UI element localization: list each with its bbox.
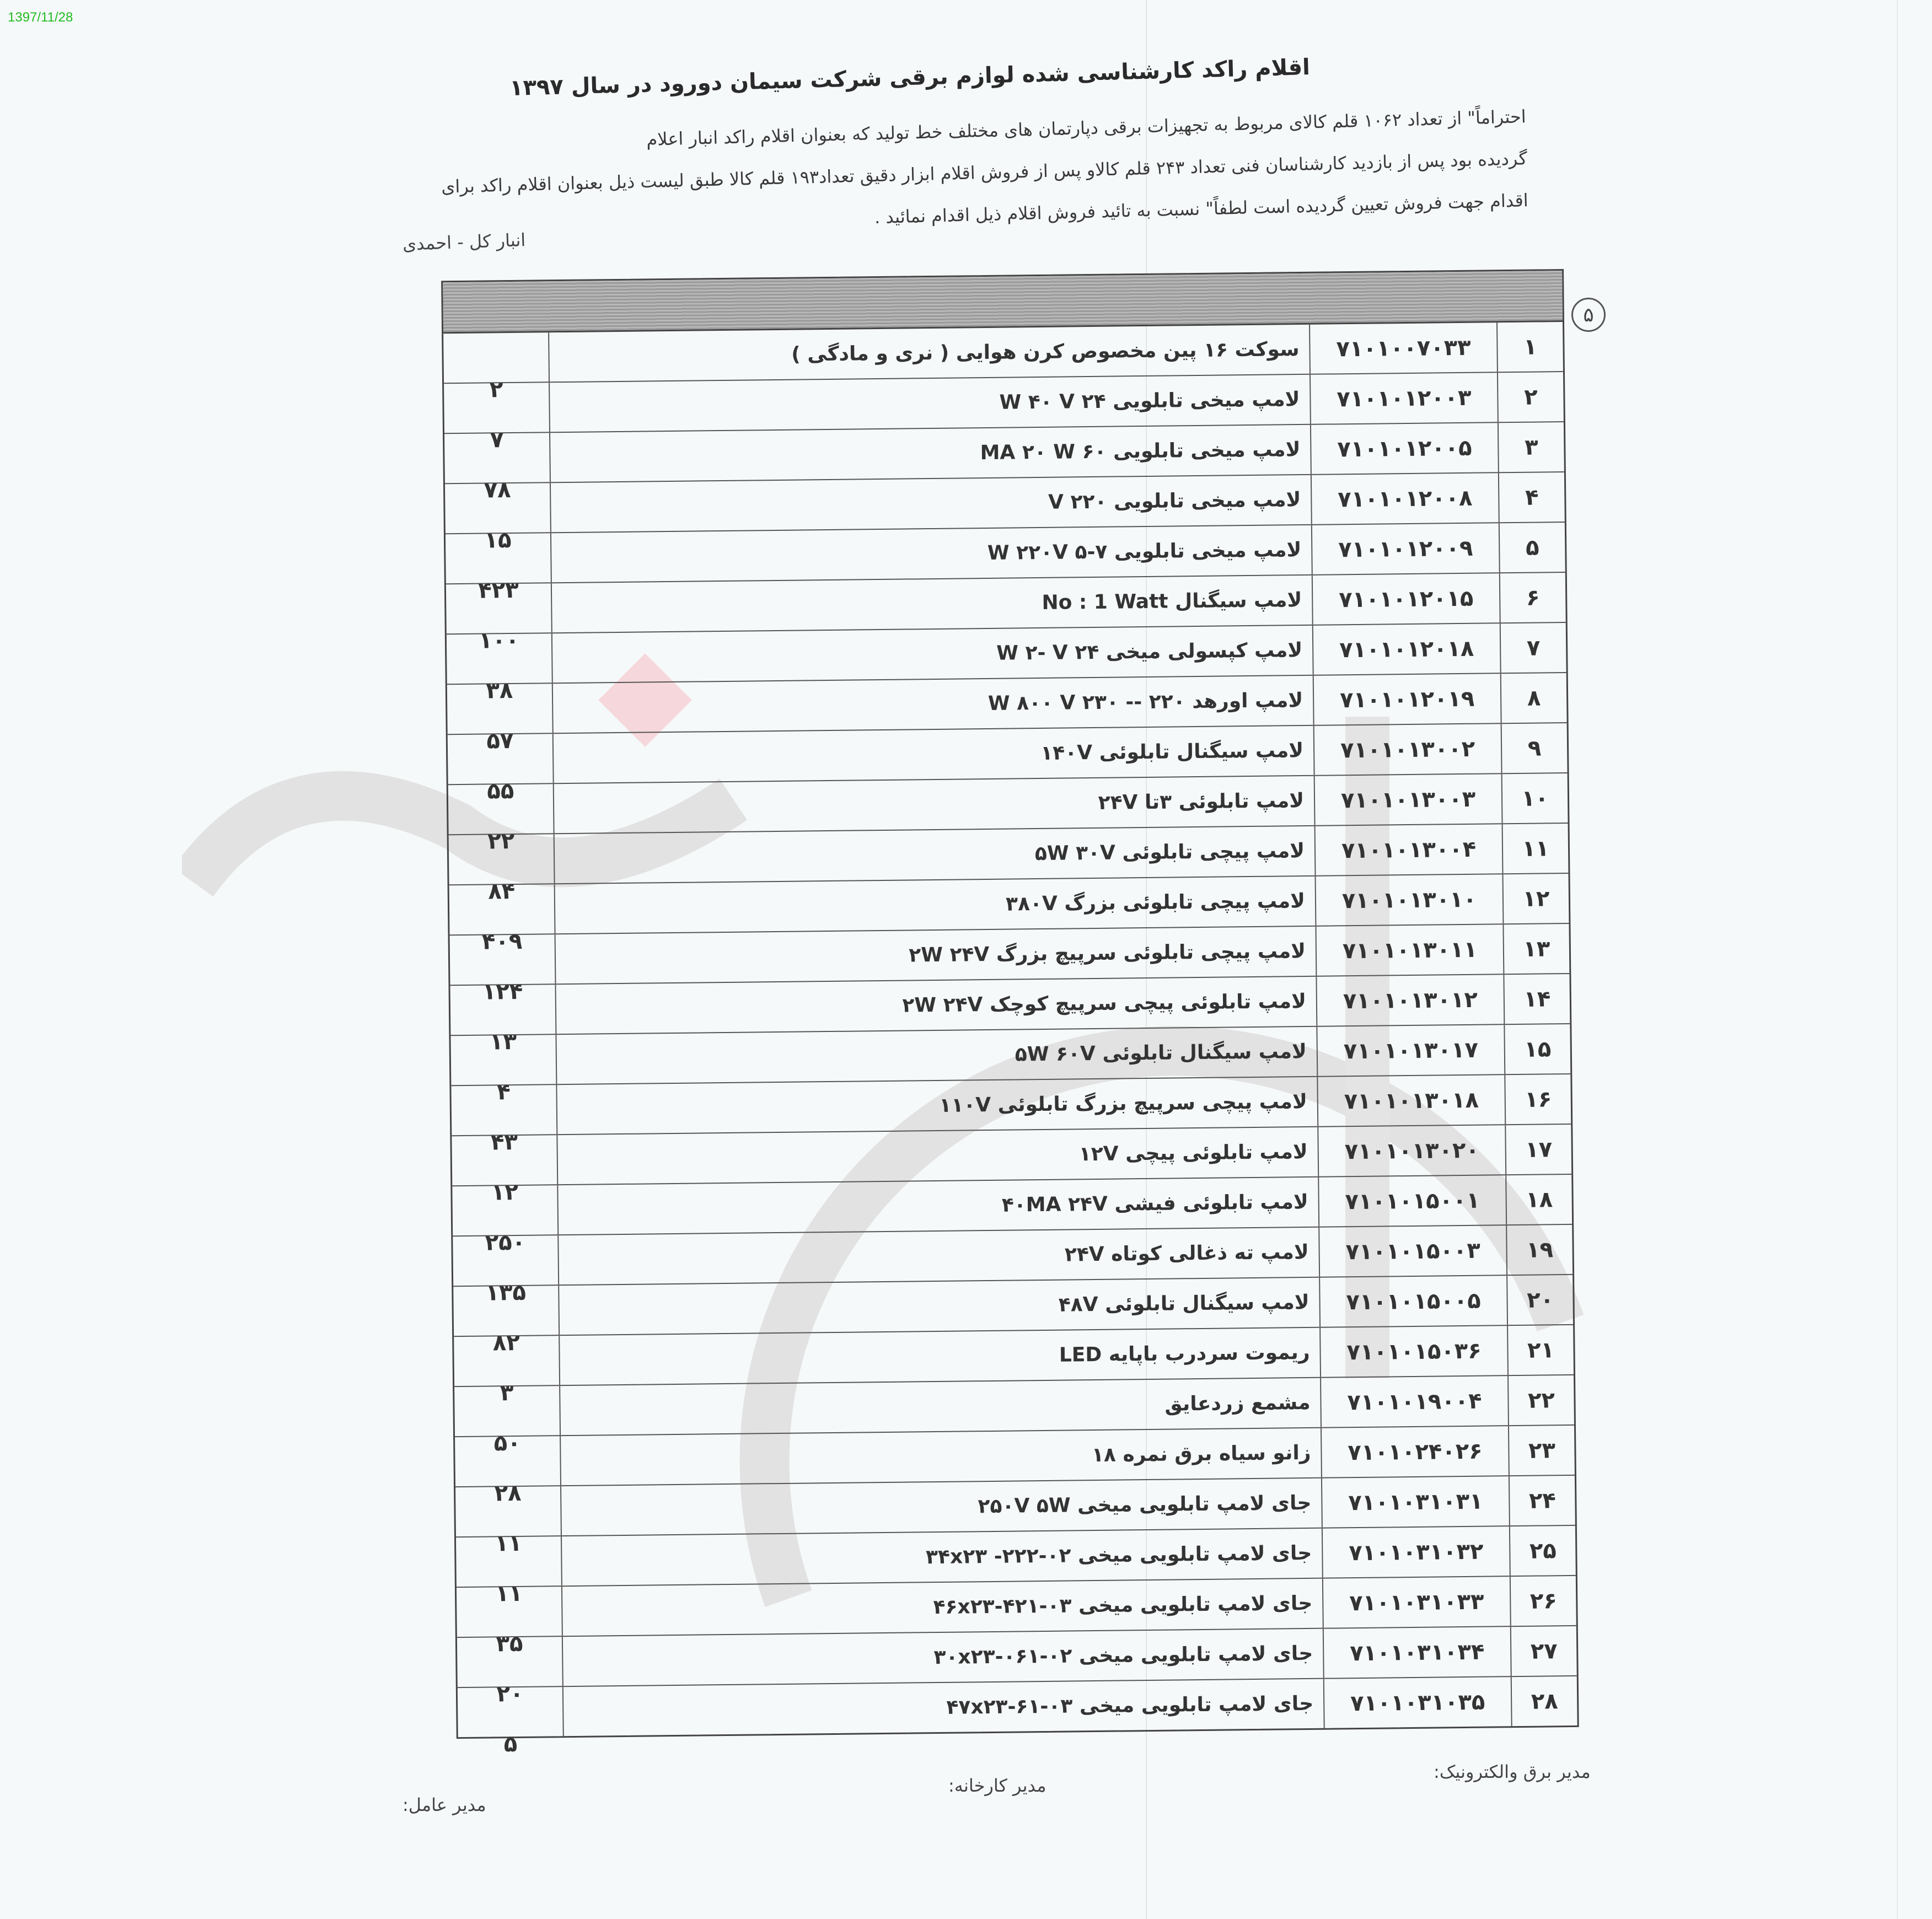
item-code: ۷۱۰۱۰۱۳۰۰۲ bbox=[1313, 724, 1501, 775]
item-description: لامپ تابلوئی پیچی سرپیچ کوچک ۲W ۲۴V bbox=[555, 977, 1316, 1034]
row-number: ۲۰ bbox=[1506, 1275, 1573, 1325]
row-number: ۲ bbox=[1497, 372, 1564, 422]
item-description: جای لامپ تابلویی میخی ۰۳-۴۲۱-۴۶x۲۳ bbox=[561, 1579, 1323, 1636]
item-code: ۷۱۰۱۰۳۱۰۳۳ bbox=[1322, 1577, 1510, 1628]
item-description: لامپ تابلوئی ۳تا ۲۴V bbox=[553, 776, 1314, 833]
item-description: لامپ اورهد ۲۲۰ -- ۲۳۰ W ۸۰۰ V bbox=[552, 676, 1313, 733]
item-description: لامپ پیچی تابلوئی ۵W ۳۰V bbox=[554, 826, 1315, 883]
items-table bbox=[441, 269, 1579, 1757]
row-number: ۱۶ bbox=[1504, 1074, 1571, 1124]
item-quantity: ۱۰۰ bbox=[479, 627, 519, 654]
document-title: اقلام راکد کارشناسی شده لوازم برقی شرکت سیمان دورود در سال ۱۳۹۷ bbox=[509, 55, 1311, 101]
item-description: جای لامپ تابلویی میخی ۰۲-۰۶۱-۳۰x۲۳ bbox=[562, 1629, 1323, 1686]
item-quantity: ۵ bbox=[503, 1731, 518, 1757]
scan-edge-line bbox=[1897, 0, 1898, 1919]
item-code: ۷۱۰۱۰۱۲۰۰۵ bbox=[1310, 423, 1498, 474]
item-description: لامپ تابلوئی پیچی ۱۲V bbox=[556, 1127, 1318, 1184]
row-number: ۱۴ bbox=[1503, 974, 1570, 1024]
item-quantity: ۳۵ bbox=[496, 1631, 523, 1657]
item-quantity: ۲۲ bbox=[487, 828, 515, 854]
row-number: ۱۹ bbox=[1506, 1225, 1573, 1275]
page-mark: ۵ bbox=[1571, 298, 1606, 332]
row-number: ۹ bbox=[1501, 723, 1568, 773]
item-code: ۷۱۰۱۰۱۲۰۰۳ bbox=[1310, 373, 1498, 424]
item-description: ریموت سردرب باپایه LED bbox=[559, 1328, 1320, 1385]
row-number: ۲۲ bbox=[1507, 1375, 1574, 1425]
item-code: ۷۱۰۱۰۱۲۰۰۸ bbox=[1311, 473, 1499, 524]
row-number: ۲۳ bbox=[1508, 1426, 1575, 1475]
paragraph-line: احتراماً" از تعداد ۱۰۶۲ قلم کالای مربوط به تجهیزات برقی دپارتمان های مختلف خط تولید که بعنوان اقلام راکد انبار اعلام bbox=[646, 106, 1527, 150]
item-code: ۷۱۰۱۰۳۱۰۳۴ bbox=[1323, 1627, 1511, 1678]
item-code: ۷۱۰۱۰۱۹۰۰۴ bbox=[1320, 1376, 1508, 1427]
item-quantity: ۲۸ bbox=[494, 1480, 522, 1506]
item-code: ۷۱۰۱۰۱۳۰۱۸ bbox=[1317, 1075, 1505, 1126]
item-quantity: ۲۰ bbox=[496, 1681, 524, 1707]
item-quantity: ۳۸ bbox=[486, 678, 513, 704]
item-code: ۷۱۰۱۰۱۵۰۰۱ bbox=[1318, 1175, 1506, 1227]
item-code: ۷۱۰۱۰۱۵۰۳۶ bbox=[1319, 1326, 1507, 1377]
row-number: ۲۸ bbox=[1511, 1676, 1577, 1726]
stamp-date: 1397/11/28 bbox=[8, 10, 73, 25]
item-quantity: ۸۴ bbox=[488, 878, 516, 904]
row-number: ۱۱ bbox=[1502, 824, 1569, 873]
handwritten-note: انبار کل - احمدی bbox=[402, 229, 526, 255]
item-quantity: ۱۱ bbox=[495, 1581, 523, 1606]
item-description: زانو سیاه برق نمره ۱۸ bbox=[560, 1428, 1321, 1485]
item-description: لامپ سیگنال No : 1 Watt bbox=[551, 576, 1312, 632]
row-number: ۲۵ bbox=[1509, 1526, 1576, 1576]
item-quantity: ۷ bbox=[490, 427, 504, 453]
item-quantity: ۴۲۳ bbox=[478, 577, 519, 604]
item-code: ۷۱۰۱۰۱۳۰۲۰ bbox=[1317, 1125, 1505, 1176]
row-number: ۱۵ bbox=[1504, 1024, 1570, 1074]
row-number: ۱ bbox=[1496, 322, 1563, 372]
item-quantity: ۱۳۵ bbox=[485, 1280, 527, 1306]
item-code: ۷۱۰۱۰۱۵۰۰۳ bbox=[1318, 1225, 1506, 1277]
paragraph-line: گردیده بود پس از بازدید کارشناسان فنی تعداد ۲۴۳ قلم کالاو پس از فروش اقلام ابزار دقیق تعداد۱۹۳ قلم کالا طبق لیست ذیل بعنوان اقلام راکد برای bbox=[441, 148, 1528, 197]
item-quantity: ۱۲ bbox=[491, 1179, 519, 1205]
item-code: ۷۱۰۱۰۱۵۰۰۵ bbox=[1319, 1276, 1507, 1327]
row-number: ۴ bbox=[1498, 472, 1565, 522]
item-description: لامپ میخی تابلویی ۲۲۰ V bbox=[550, 475, 1311, 532]
item-quantity: ۲۵۰ bbox=[485, 1229, 526, 1256]
item-description: سوکت ۱۶ پین مخصوص کرن هوایی ( نری و مادگی ) bbox=[548, 325, 1310, 381]
row-number: ۱۳ bbox=[1502, 924, 1569, 974]
item-quantity: ۵۵ bbox=[487, 778, 514, 804]
item-code: ۷۱۰۱۰۳۱۰۳۱ bbox=[1321, 1476, 1509, 1528]
item-quantity: ۱۲۴ bbox=[482, 979, 523, 1005]
item-description: لامپ سیگنال تابلوئی ۱۴۰V bbox=[552, 726, 1314, 783]
row-number: ۶ bbox=[1499, 573, 1566, 622]
signature-electrical-manager: مدیر برق والکترونیک: bbox=[1434, 1761, 1591, 1782]
item-code: ۷۱۰۱۰۳۱۰۳۲ bbox=[1322, 1526, 1510, 1578]
item-code: ۷۱۰۱۰۲۴۰۲۶ bbox=[1321, 1426, 1509, 1477]
item-description: لامپ میخی تابلویی ۶۰ MA ۲۰ W bbox=[549, 425, 1311, 482]
item-quantity: ۵۷ bbox=[486, 728, 514, 754]
item-code: ۷۱۰۱۰۰۷۰۳۳ bbox=[1309, 322, 1497, 374]
signature-ceo: مدیر عامل: bbox=[402, 1794, 486, 1815]
item-code: ۷۱۰۱۰۱۲۰۱۸ bbox=[1312, 623, 1500, 675]
item-quantity: ۵۰ bbox=[493, 1430, 521, 1456]
row-number: ۱۸ bbox=[1505, 1175, 1572, 1224]
row-number: ۸ bbox=[1500, 673, 1567, 723]
item-quantity: ۷۸ bbox=[484, 477, 511, 503]
item-description: لامپ پیچی سرپیچ بزرگ تابلوئی ۱۱۰V bbox=[556, 1077, 1317, 1134]
item-quantity: ۳ bbox=[500, 1380, 514, 1406]
row-number: ۵ bbox=[1499, 523, 1565, 572]
item-description: لامپ پیچی تابلوئی سرپیچ بزرگ ۲W ۲۴V bbox=[555, 927, 1316, 983]
item-quantity: ۸۲ bbox=[492, 1330, 520, 1356]
row-number: ۲۱ bbox=[1507, 1325, 1574, 1375]
item-description: لامپ سیگنال تابلوئی ۵W ۶۰V bbox=[555, 1027, 1317, 1084]
row-number: ۲۶ bbox=[1510, 1576, 1576, 1626]
row-number: ۷ bbox=[1500, 623, 1566, 673]
row-number: ۱۰ bbox=[1501, 773, 1568, 823]
item-description: لامپ سیگنال تابلوئی ۴۸V bbox=[558, 1278, 1319, 1335]
row-number: ۱۲ bbox=[1502, 874, 1569, 923]
item-code: ۷۱۰۱۰۱۳۰۰۳ bbox=[1314, 774, 1502, 825]
item-quantity: ۱۳ bbox=[489, 1029, 517, 1055]
item-code: ۷۱۰۱۰۱۳۰۱۷ bbox=[1316, 1025, 1504, 1076]
item-description: لامپ کپسولی میخی ۲۴ W ۲- V bbox=[551, 626, 1313, 682]
item-description: لامپ تابلوئی فیشی ۴۰MA ۲۴V bbox=[557, 1178, 1318, 1234]
item-quantity: ۴۳ bbox=[490, 1129, 518, 1155]
item-quantity: ۲ bbox=[489, 377, 503, 402]
item-quantity: ۴ bbox=[497, 1079, 511, 1105]
item-description: لامپ پیچی تابلوئی بزرگ ۳۸۰V bbox=[554, 877, 1316, 933]
item-code: ۷۱۰۱۰۱۲۰۱۹ bbox=[1313, 674, 1501, 725]
item-code: ۷۱۰۱۰۱۳۰۱۰ bbox=[1315, 874, 1503, 926]
item-code: ۷۱۰۱۰۱۳۰۱۱ bbox=[1315, 924, 1503, 976]
item-description: جای لامپ تابلویی میخی ۰۳-۶۱-۴۷x۲۳ bbox=[562, 1679, 1324, 1736]
item-quantity: ۱۱ bbox=[495, 1530, 522, 1556]
item-description: لامپ ته ذغالی کوتاه ۲۴V bbox=[557, 1228, 1319, 1284]
item-description: لامپ میخی تابلویی ۲۴ W ۴۰ V bbox=[549, 375, 1310, 432]
signature-factory-manager: مدیر کارخانه: bbox=[948, 1775, 1046, 1796]
item-description: جای لامپ تابلویی میخی ۲۵۰V ۵W bbox=[560, 1479, 1322, 1535]
item-description: لامپ میخی تابلویی ۷-۵ W ۲۲۰V bbox=[550, 525, 1312, 582]
item-quantity: ۱۵ bbox=[484, 527, 512, 553]
item-quantity: ۴۰۹ bbox=[481, 928, 523, 955]
paragraph-line: اقدام جهت فروش تعیین گردیده است لطفاً" نسبت به تائید فروش اقلام ذیل اقدام نمائید . bbox=[874, 190, 1529, 228]
item-code: ۷۱۰۱۰۱۳۰۰۴ bbox=[1314, 824, 1502, 875]
item-code: ۷۱۰۱۰۱۳۰۱۲ bbox=[1316, 975, 1504, 1026]
item-code: ۷۱۰۱۰۱۲۰۱۵ bbox=[1312, 573, 1500, 625]
item-description: جای لامپ تابلویی میخی ۰۲-۲۲۲- ۳۴x۲۳ bbox=[561, 1529, 1322, 1585]
item-description: مشمع زردعایق bbox=[559, 1378, 1321, 1435]
row-number: ۳ bbox=[1498, 422, 1564, 472]
intro-paragraph bbox=[395, 95, 1528, 251]
row-number: ۲۷ bbox=[1510, 1626, 1577, 1676]
row-number: ۱۷ bbox=[1505, 1125, 1571, 1174]
item-code: ۷۱۰۱۰۱۲۰۰۹ bbox=[1311, 523, 1499, 574]
row-number: ۲۴ bbox=[1509, 1476, 1575, 1525]
item-code: ۷۱۰۱۰۳۱۰۳۵ bbox=[1323, 1677, 1511, 1728]
